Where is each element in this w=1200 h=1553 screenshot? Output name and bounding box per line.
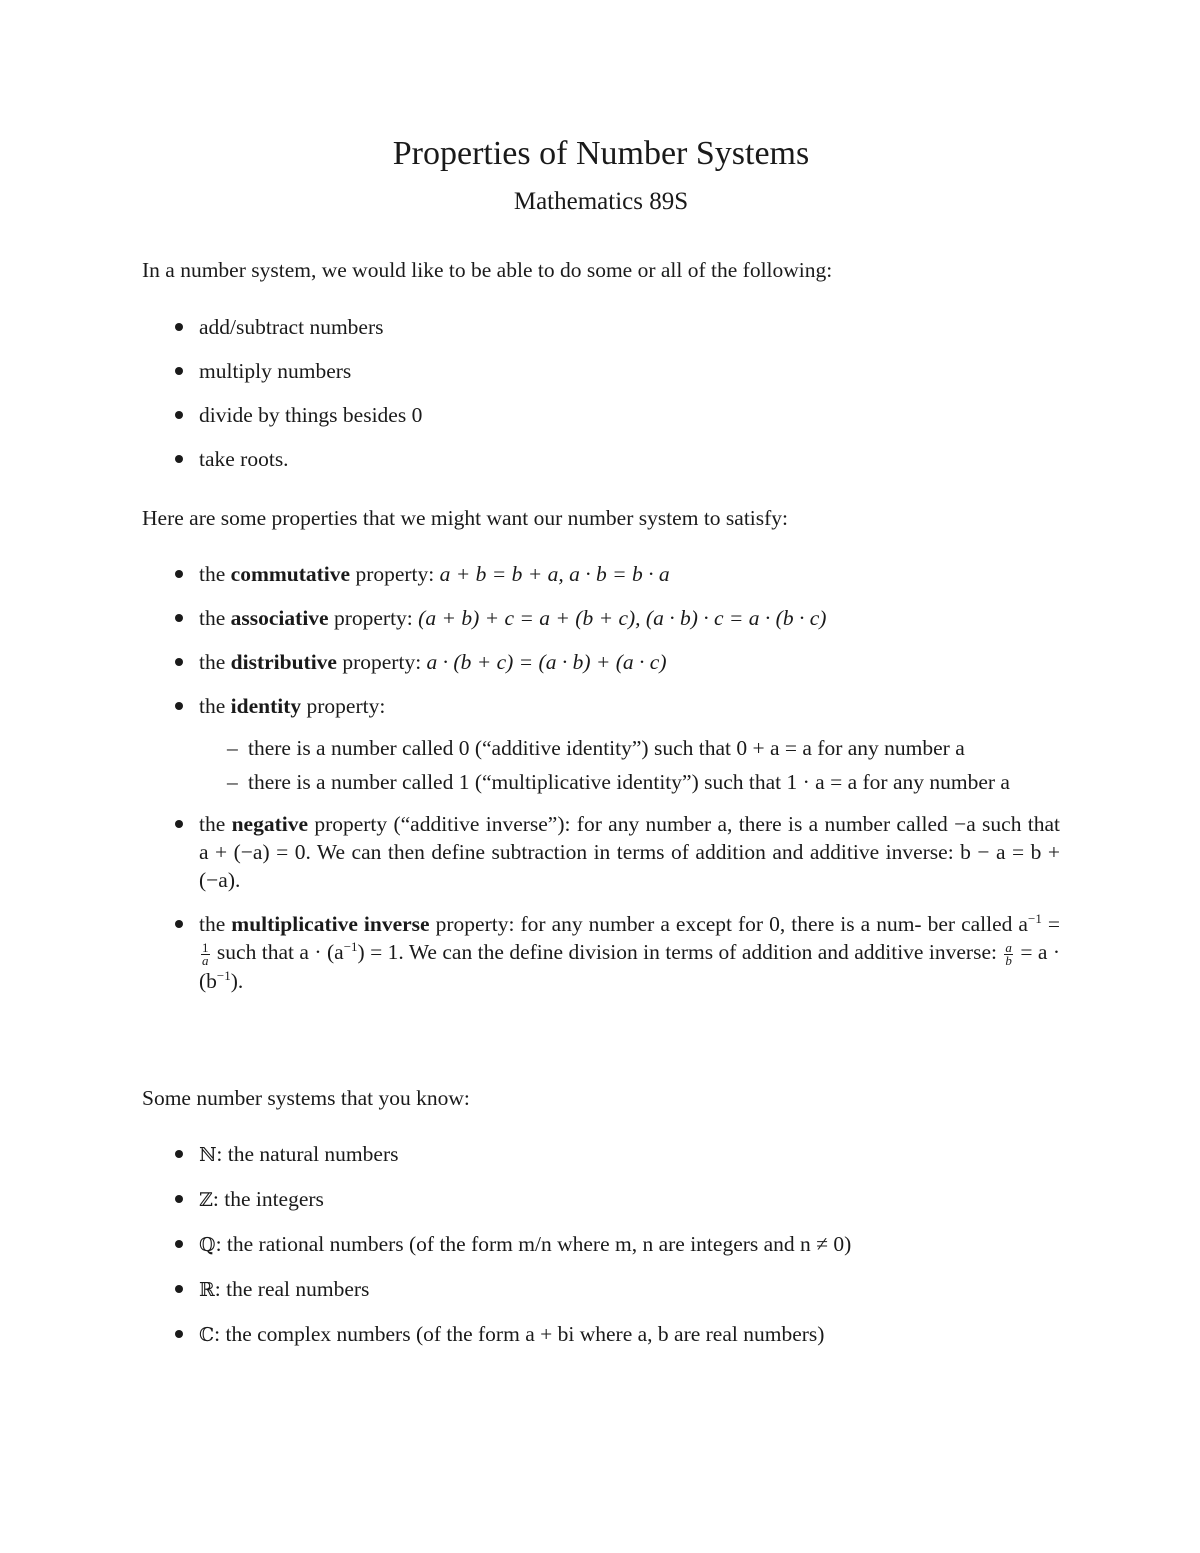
bullet-icon	[175, 1150, 183, 1158]
list-item: divide by things besides 0	[142, 401, 1060, 429]
complex-symbol: ℂ	[199, 1324, 215, 1346]
system-rationals: ℚ: the rational numbers (of the form m/n where m, n are integers and n ≠ 0)	[142, 1230, 1060, 1259]
operations-list	[142, 313, 1060, 489]
properties-list	[142, 560, 1060, 1011]
integers-symbol: ℤ	[199, 1189, 213, 1211]
dash-icon: –	[227, 770, 238, 794]
bullet-icon	[175, 411, 183, 419]
bullet-icon	[175, 920, 183, 928]
sublist-item: – there is a number called 0 (“additive identity”) such that 0 + a = a for any number a	[227, 736, 965, 760]
bullet-icon	[175, 614, 183, 622]
system-integers: ℤ: the integers	[142, 1185, 1060, 1214]
property-distributive: the distributive property: a · (b + c) = (a · b) + (a · c)	[142, 648, 1060, 676]
list-item: take roots.	[142, 445, 1060, 473]
sublist-item: – there is a number called 1 (“multiplicative identity”) such that 1 · a = a for any number a	[227, 770, 1010, 794]
property-negative: the negative property (“additive inverse”): for any number a, there is a number called −a such that a + (−a) = 0. We can then define subtraction in terms of addition and additive inverse: b − a = b + (−a).	[142, 810, 1060, 894]
bullet-icon	[175, 1285, 183, 1293]
bullet-icon	[175, 570, 183, 578]
system-natural: ℕ: the natural numbers	[142, 1140, 1060, 1169]
dash-icon: –	[227, 736, 238, 760]
bullet-icon	[175, 1330, 183, 1338]
property-associative: the associative property: (a + b) + c = a + (b + c), (a · b) · c = a · (b · c)	[142, 604, 1060, 632]
reals-symbol: ℝ	[199, 1279, 215, 1301]
bullet-icon	[175, 367, 183, 375]
list-item: add/subtract numbers	[142, 313, 1060, 341]
fraction-a-over-b: $\frac{a}{b}$	[1005, 939, 1012, 968]
page-title: Properties of Number Systems	[392, 135, 810, 172]
system-reals: ℝ: the real numbers	[142, 1275, 1060, 1304]
systems-intro: Some number systems that you know:	[142, 1086, 470, 1110]
bullet-icon	[175, 702, 183, 710]
identity-sublist	[199, 734, 1060, 796]
bullet-icon	[175, 323, 183, 331]
system-complex: ℂ: the complex numbers (of the form a + bi where a, b are real numbers)	[142, 1320, 1060, 1349]
bullet-icon	[175, 658, 183, 666]
rationals-symbol: ℚ	[199, 1234, 216, 1256]
fraction-one-over-a: $\frac{1}{a}$	[202, 939, 209, 968]
bullet-icon	[175, 1195, 183, 1203]
property-multiplicative-inverse: the multiplicative inverse property: for any number a except for 0, there is a num- ber called $a^{-1}$ = $\frac{1}{a}$ such that $a \cdot (a^{-1}) = 1$. We can the define division in terms of addition and additive inverse: $\frac{a}{b}$ = $a \cdot (b^{-1})$.	[142, 910, 1060, 995]
intro-paragraph: In a number system, we would like to be able to do some or all of the following:	[142, 258, 833, 282]
list-item: multiply numbers	[142, 357, 1060, 385]
bullet-icon	[175, 820, 183, 828]
systems-list	[142, 1140, 1060, 1365]
property-identity: the identity property: – there is a number called 0 (“additive identity”) such that 0 + a = a for any number a – there is a number called 1 (“multiplicative identity”) such that 1 · a = a for any number a	[142, 692, 1060, 796]
bullet-icon	[175, 455, 183, 463]
page-subtitle: Mathematics 89S	[513, 188, 689, 215]
naturals-symbol: ℕ	[199, 1144, 217, 1166]
bullet-icon	[175, 1240, 183, 1248]
property-commutative: the commutative property: a + b = b + a, a · b = b · a	[142, 560, 1060, 588]
properties-intro: Here are some properties that we might want our number system to satisfy:	[142, 506, 789, 530]
